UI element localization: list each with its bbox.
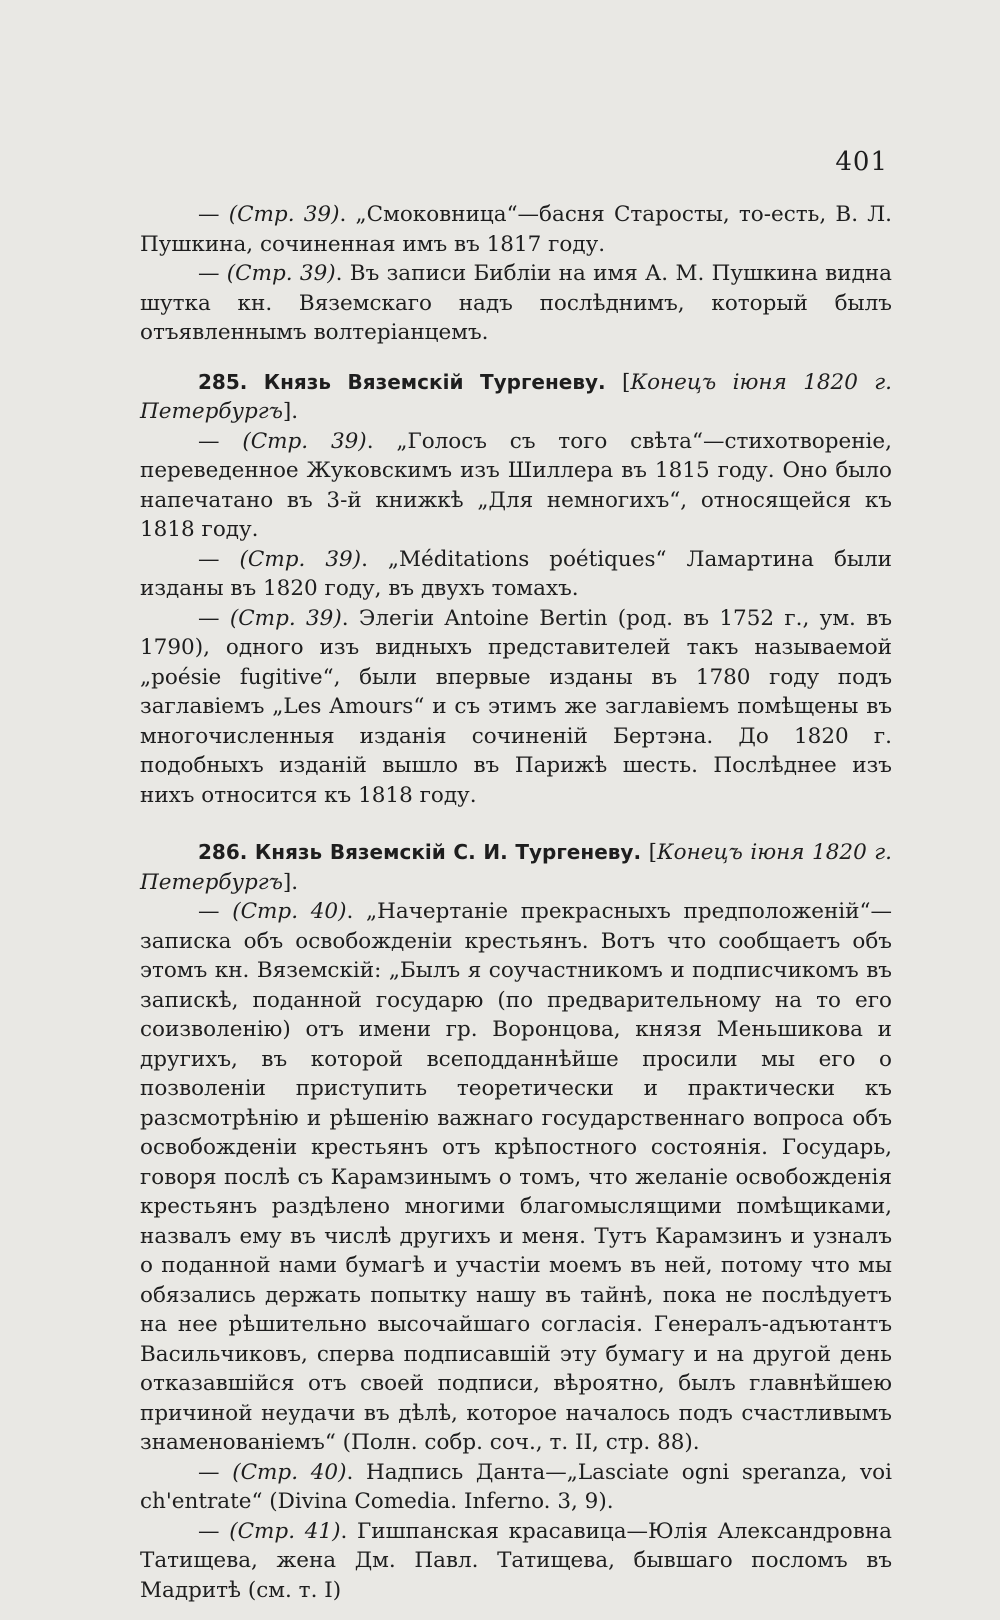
page-body [140,200,892,1605]
note-text: . „Начертаніе прекрасныхъ предположеній“—записка объ освобожденіи крестьянъ. Вотъ что сообщаетъ объ этомъ кн. Вяземскій: „Былъ я соучастникомъ и подписчикомъ въ запискѣ, поданной государю (по предварительному на то его соизволенію) отъ имени гр. Воронцова, князя Меньшикова и другихъ, въ которой всеподданнѣйше просили мы его о позволеніи приступить теоретически и практически къ разсмотрѣнію и рѣшенію важнаго государственнаго вопроса объ освобожденіи крестьянъ отъ крѣпостного состоянія. Государь, говоря послѣ съ Карамзинымъ о томъ, что желаніе освобожденія крестьянъ раздѣлено многими благомыслящими помѣщиками, назвалъ ему въ числѣ другихъ и меня. Тутъ Карамзинъ и узналъ о поданной нами бумагѣ и участіи моемъ въ ней, потому что мы обязались держать попытку нашу въ тайнѣ, пока не послѣдуетъ на нее рѣшительно высочайшаго согласія. Генералъ-адъютантъ Васильчиковъ, сперва подписавшій эту бумагу и на другой день отказавшійся отъ своей подписи, вѣроятно, былъ главнѣйшею причиной неудачи въ дѣлѣ, которое началось подъ счастливымъ знаменованіемъ“ (Полн. собр. соч., т. II, стр. 88). [140,899,893,1455]
note-paragraph [140,604,892,811]
page-reference: (Стр. 39) [226,261,336,286]
letter-number: 285. [198,369,248,394]
date-bracket-close: ]. [282,869,299,895]
page-number: 401 [835,147,888,177]
page-reference: (Стр. 39) [229,605,342,631]
note-paragraph [140,545,892,604]
page-reference: (Стр. 39) [239,546,362,572]
note-dash: — [198,428,243,454]
page-reference: (Стр. 39) [242,428,367,454]
note-paragraph [140,1517,892,1606]
note-paragraph [140,1458,892,1517]
letter-date: Конецъ іюня 1820 г. Петербургъ [140,369,892,424]
letter-correspondents: Князь Вяземскій Тургеневу. [263,369,606,394]
note-dash: — [198,605,230,631]
page-reference: (Стр. 41) [229,1518,341,1544]
note-dash: — [198,202,229,227]
letter-heading [140,368,892,427]
letter-285-section [140,368,892,811]
note-text: . Въ записи Библіи на имя А. М. Пушкина видна шутка кн. Вяземскаго надъ послѣднимъ, который былъ отъявленнымъ волтеріанцемъ. [140,261,893,345]
letter-number: 286. [198,840,248,864]
date-bracket-close: ]. [282,399,299,424]
note-dash: — [198,546,240,572]
note-text: . Гишпанская красавица—Юлія Александровна Татищева, жена Дм. Павл. Татищева, бывшаго посломъ въ Мадритѣ (см. т. I) [140,1518,892,1603]
intro-notes [140,200,892,348]
note-text: . „Голосъ съ того свѣта“—стихотвореніе, переведенное Жуковскимъ изъ Шиллера въ 1815 году. Оно было напечатано въ 3-й книжкѣ „Для немногихъ“, относящейся къ 1818 году. [140,428,892,542]
note-dash: — [198,1518,230,1544]
page-reference: (Стр. 40) [232,899,347,924]
note-paragraph [140,897,892,1458]
note-paragraph [140,427,892,545]
note-dash: — [198,261,227,286]
letter-286-section [140,838,892,1605]
note-paragraph [140,200,892,259]
date-bracket-open: [ [622,369,631,395]
letter-correspondents: Князь Вяземскій С. И. Тургеневу. [254,840,642,864]
note-text: . Надпись Данта—„Lasciate ogni speranza, voi ch'entrate“ (Divina Comedia. Inferno. 3, 9). [140,1459,893,1514]
note-paragraph [140,259,892,348]
note-dash: — [198,899,233,924]
page-reference: (Стр. 40) [232,1459,347,1485]
note-text: . „Méditations poétiques“ Ламартина были изданы въ 1820 году, въ двухъ томахъ. [140,546,892,601]
page-reference: (Стр. 39) [228,202,340,227]
letter-heading [140,838,892,897]
note-text: . „Смоковница“—басня Старосты, то-есть, В. Л. Пушкина, сочиненная имъ въ 1817 году. [140,202,893,257]
note-dash: — [198,1459,233,1485]
letter-date: Конецъ іюня 1820 г. Петербургъ [140,840,893,895]
date-bracket-open: [ [648,840,657,865]
note-text: . Элегіи Antoine Bertin (род. въ 1752 г., ум. въ 1790), одного изъ видныхъ представителей такъ называемой „poésie fugitive“, были впервые изданы въ 1780 году подъ заглавіемъ „Les Amours“ и съ этимъ же заглавіемъ помѣщены въ многочисленныя изданія сочиненій Бертэна. До 1820 г. подобныхъ изданій вышло въ Парижѣ шесть. Послѣднее изъ нихъ относится къ 1818 году. [140,605,893,808]
